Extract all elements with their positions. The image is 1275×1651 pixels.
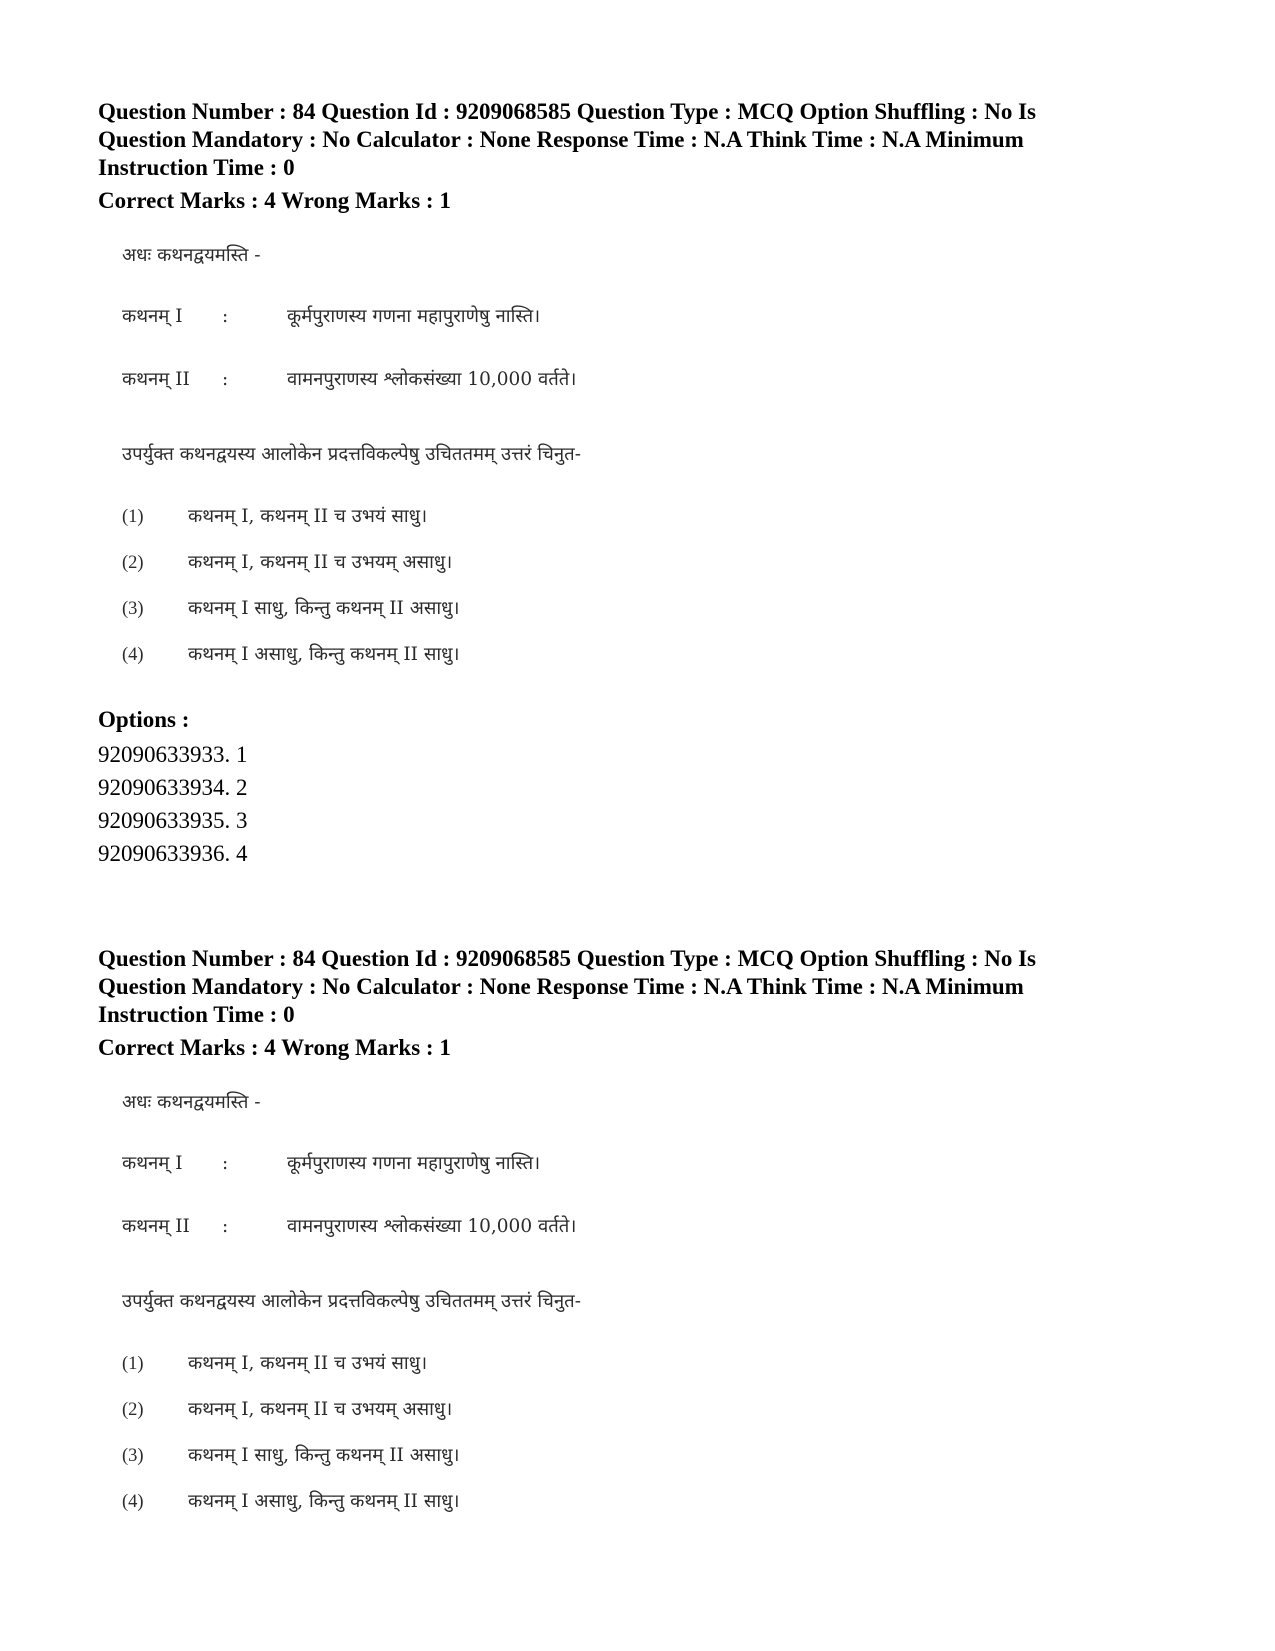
choice-item [122, 550, 682, 576]
statement-colon: : [222, 1216, 229, 1237]
statement-label: कथनम् I [122, 1153, 183, 1174]
choice-item [122, 1443, 682, 1469]
choice-list [122, 504, 682, 668]
statement-row [122, 367, 682, 393]
choice-list [122, 1351, 682, 1515]
option-item: 92090633933. 1 [98, 742, 248, 767]
choice-item [122, 642, 682, 668]
question-meta-line: Question Number : 84 Question Id : 9209068585 Question Type : MCQ Option Shuffling : No Is [98, 946, 1037, 971]
statement-colon: : [222, 1153, 229, 1174]
choice-text: कथनम् I साधु, किन्तु कथनम् II असाधु। [188, 1445, 460, 1466]
options-list [98, 738, 1178, 870]
question-meta-line: Instruction Time : 0 [98, 1002, 295, 1027]
question-instruction: उपर्युक्त कथनद्वयस्य आलोकेन प्रदत्तविकल्पेषु उचिततमम् उत्तरं चिनुत- [122, 1291, 581, 1312]
statement-row [122, 1151, 682, 1177]
question-body [122, 1090, 682, 1515]
statement-row [122, 304, 682, 330]
choice-number: (3) [122, 1446, 144, 1466]
choice-number: (2) [122, 1400, 144, 1420]
choice-item [122, 1351, 682, 1377]
statement-colon: : [222, 369, 229, 390]
statement-colon: : [222, 306, 229, 327]
choice-item [122, 1397, 682, 1423]
question-meta-line: Question Number : 84 Question Id : 9209068585 Question Type : MCQ Option Shuffling : No Is [98, 99, 1037, 124]
choice-number: (1) [122, 1354, 144, 1374]
question-block [98, 945, 1178, 1515]
statement-text: कूर्मपुराणस्य गणना महापुराणेषु नास्ति। [287, 306, 541, 327]
question-marks: Correct Marks : 4 Wrong Marks : 1 [98, 188, 451, 213]
question-meta-line: Question Mandatory : No Calculator : None Response Time : N.A Think Time : N.A Minimum [98, 974, 1024, 999]
options-heading: Options : [98, 707, 190, 732]
statement-text: कूर्मपुराणस्य गणना महापुराणेषु नास्ति। [287, 1153, 541, 1174]
question-block [98, 98, 1178, 870]
choice-text: कथनम् I साधु, किन्तु कथनम् II असाधु। [188, 598, 460, 619]
statement-label: कथनम् I [122, 306, 183, 327]
option-item: 92090633934. 2 [98, 775, 248, 800]
choice-item [122, 596, 682, 622]
question-intro: अधः कथनद्वयमस्ति - [122, 1092, 261, 1113]
question-intro: अधः कथनद्वयमस्ति - [122, 245, 261, 266]
question-instruction: उपर्युक्त कथनद्वयस्य आलोकेन प्रदत्तविकल्पेषु उचिततमम् उत्तरं चिनुत- [122, 444, 581, 465]
choice-item [122, 504, 682, 530]
option-item: 92090633936. 4 [98, 841, 248, 866]
choice-text: कथनम् I असाधु, किन्तु कथनम् II साधु। [188, 1491, 460, 1512]
statement-label: कथनम् II [122, 369, 190, 390]
choice-number: (4) [122, 645, 144, 665]
choice-number: (3) [122, 599, 144, 619]
choice-number: (2) [122, 553, 144, 573]
question-meta [98, 98, 1178, 182]
choice-number: (1) [122, 507, 144, 527]
choice-text: कथनम् I, कथनम् II च उभयं साधु। [188, 506, 428, 527]
choice-text: कथनम् I, कथनम् II च उभयम् असाधु। [188, 1399, 453, 1420]
question-marks: Correct Marks : 4 Wrong Marks : 1 [98, 1035, 451, 1060]
choice-text: कथनम् I असाधु, किन्तु कथनम् II साधु। [188, 644, 460, 665]
statement-text: वामनपुराणस्य श्लोकसंख्या 10,000 वर्तते। [287, 369, 577, 390]
option-item: 92090633935. 3 [98, 808, 248, 833]
choice-item [122, 1489, 682, 1515]
choice-text: कथनम् I, कथनम् II च उभयं साधु। [188, 1353, 428, 1374]
choice-text: कथनम् I, कथनम् II च उभयम् असाधु। [188, 552, 453, 573]
statement-row [122, 1214, 682, 1240]
question-body [122, 243, 682, 668]
statement-text: वामनपुराणस्य श्लोकसंख्या 10,000 वर्तते। [287, 1216, 577, 1237]
question-meta-line: Instruction Time : 0 [98, 155, 295, 180]
choice-number: (4) [122, 1492, 144, 1512]
question-meta-line: Question Mandatory : No Calculator : None Response Time : N.A Think Time : N.A Minimum [98, 127, 1024, 152]
statement-label: कथनम् II [122, 1216, 190, 1237]
question-meta [98, 945, 1178, 1029]
